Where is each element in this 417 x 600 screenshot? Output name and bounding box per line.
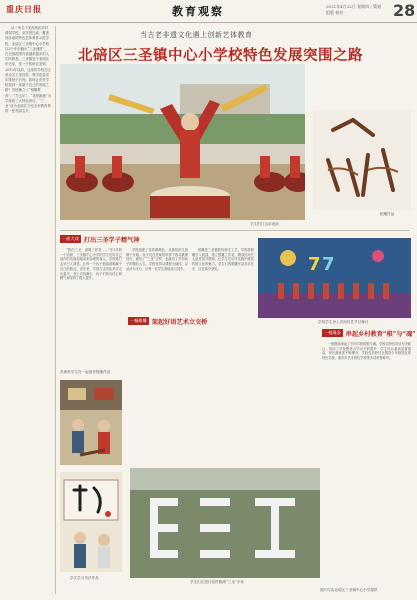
calligraphy-photo: [60, 472, 122, 572]
article-column: [126, 248, 188, 273]
jump-rope-caption: 学生们在进行花样跳绳“三圣”字体: [190, 580, 244, 584]
article-column: [60, 248, 122, 282]
jump-rope-photo: [130, 468, 320, 578]
article-text: 根雕是三圣镇的传统手工艺。学校将根雕引入校园，建立根雕工作室，聘请民间艺人担任指导教师，让学生在动手实践中感受传统文化的魅力。学生们的根雕作品多次在市、区比赛中获奖。: [192, 248, 254, 271]
main-photo: [60, 64, 305, 220]
photo-credit: 图片均由北碚区三圣镇中心小学提供: [320, 588, 378, 592]
stage-caption: 学校学生登上央视综艺节目舞台: [318, 320, 369, 324]
svg-text:7: 7: [322, 254, 335, 275]
article-text: “我们三圣，请喝三杯茶……”在3月的一个清晨，三圣镇中心小学的学生们用自己创作的乐曲迎接前来参观的客人。学校将打击乐引入课堂，让每一个孩子都能敲响属于自己的鼓点。近年来，学校打击乐队多次走出重庆，登上央视舞台，孩子们的自信心和精气神得到了极大提升。: [60, 248, 122, 281]
article-text: 一根绳条串起了乡村学校的根与魂。学校以特色项目为突破口，带动了学校整体办学水平的提升，学生综合素质显著提高，家长满意度不断攀升，学校先后获评全国青少年校园足球特色学校、重庆市艺术特色学校等多项荣誉称号。: [322, 342, 411, 361]
divider: [60, 230, 410, 231]
section-tag: 一根绳条: [324, 330, 341, 335]
intro-text: 从一所名不见经传的乡村薄弱学校，到享誉巴渝、覆盖到各地的特色艺体教育示范学校，北碚区三圣镇中心小学校以3个年份跑出“三圣速度”，在全国范围内被越来越多的人们所熟悉。三圣镇处于北碚区东北部，是一个传统农业镇，2013年以前，这里的学校在区里也名不见经传，教学质量常年徘徊于后列。如何让乡村学校找到一条属于自己的发展之路？学校确立了“根雕教育”、“打击乐”、“花样跳绳”为学校的三大特色项目，“三圣”成为北碚区乃至全市教育界的一张亮丽名片。: [5, 26, 51, 114]
article-column: [322, 342, 411, 362]
svg-text:7: 7: [308, 254, 321, 275]
article-text: 学校组建了花样跳绳队，从最初的几根绳子开始，孩子们在老师的带领下练习跳绳技巧，跳出了“三圣”字样，也跳出了乡村孩子的精彩人生。学校坚持以课程为载体，以活动为平台，让每一位学生都能参与其中。: [126, 248, 188, 271]
calligraphy-caption: 学生学习书法作品: [70, 576, 99, 580]
main-photo-caption: 学生的打击乐表演: [250, 222, 279, 226]
carving-caption: 根雕作品: [380, 212, 395, 216]
root-class-caption: 美術科学生在一起创作根雕作品: [60, 370, 111, 374]
page-number: 28: [393, 1, 416, 20]
section-title: 架起好语艺术立交桥: [151, 318, 208, 326]
newspaper-logo: 重庆日报: [6, 4, 42, 14]
section-header: [128, 316, 207, 326]
headline: 北碚区三圣镇中心小学校特色发展突围之路: [78, 47, 363, 64]
section-tag: 一曲大戏: [62, 236, 79, 241]
stage-photo: [258, 238, 411, 318]
section-header: [60, 234, 139, 244]
kicker: 当古老非遗文化遇上创新艺体教育: [140, 31, 253, 39]
article-column: [192, 248, 254, 273]
section-title: 串起乡村教育“根”与“魂”: [345, 330, 416, 338]
section-tag: 一幅根雕: [130, 318, 147, 323]
column-divider: [55, 26, 56, 594]
masthead: [0, 0, 417, 23]
carving-photo: [313, 110, 411, 210]
section-title: 教育观察: [172, 5, 224, 18]
section-title: 打出三圣学子精气神: [83, 236, 140, 244]
intro-column: [5, 26, 51, 586]
issue-meta: 2021年4月22日 星期四 / 策划 组版 校对: [326, 4, 381, 15]
root-class-photo: [60, 380, 122, 465]
section-header: [322, 328, 416, 338]
